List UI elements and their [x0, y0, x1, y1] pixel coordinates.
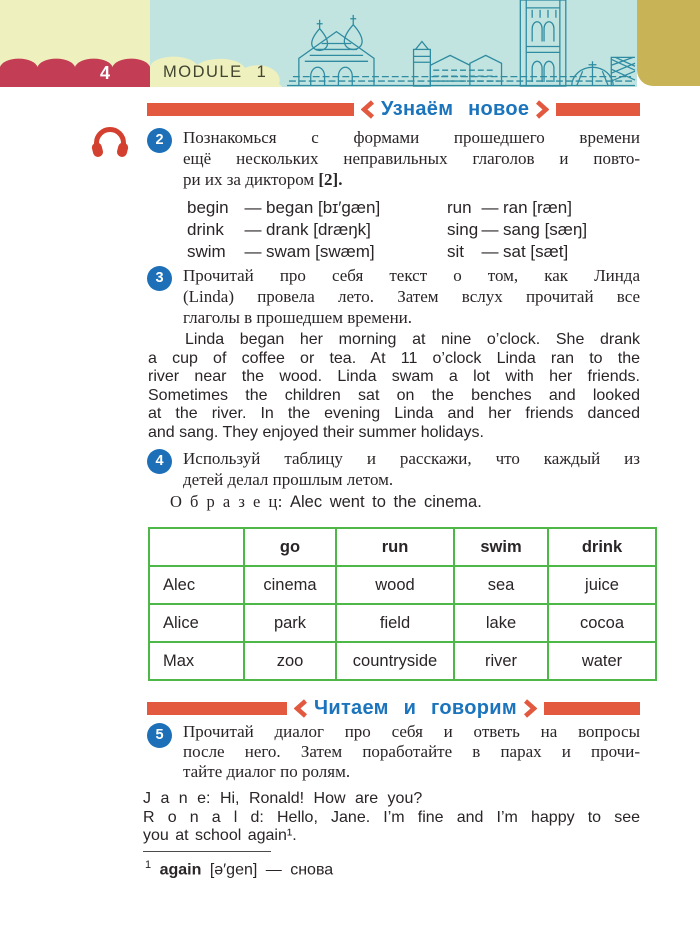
footnote-rule [143, 851, 271, 852]
text-line: a cup of coffee or tea. At 11 o’clock Linda ran to the [148, 349, 640, 367]
dialog-line-ronald [143, 809, 640, 828]
text-line: river near the wood. Linda swam a lot with her friends. [148, 368, 640, 385]
module-label: MODULE 1 [163, 63, 268, 81]
footnote-word: again [159, 861, 202, 879]
verb-past: began [bɪ′gæn] [266, 198, 381, 217]
dash: — [244, 198, 262, 217]
dialog [143, 790, 640, 846]
dialog-text: Hi, Ronald! How are you? [219, 790, 423, 807]
verb-base: run [447, 198, 472, 217]
exercise-2 [155, 127, 640, 190]
banner-bar [556, 103, 640, 116]
table-cell: water [548, 642, 656, 680]
table-cell: countryside [336, 642, 454, 680]
page-number: 4 [99, 63, 110, 83]
exercise-5-number-badge: 5 [147, 723, 172, 748]
speaker-name: R o n a l d: [143, 808, 264, 826]
table-row [149, 566, 656, 604]
exercise-2-instruction-end [183, 169, 640, 190]
exercise-3-instruction [183, 265, 640, 328]
section-title: Читаем и говорим [314, 697, 517, 719]
sample-line [170, 492, 482, 512]
right-chevron-icon [524, 699, 537, 718]
verb-past: ran [ræn] [503, 198, 572, 217]
text-line: (Linda) провела лето. Затем вслух прочитай все [183, 287, 640, 306]
banner-bar [544, 702, 640, 715]
table-cell: Max [149, 642, 244, 680]
table-cell: lake [454, 604, 548, 642]
verb-base: drink [187, 220, 224, 239]
table-cell: sea [454, 566, 548, 604]
irregular-verbs-list [187, 197, 640, 263]
section-banner-read-speak [147, 697, 640, 720]
section-banner-learn-new [147, 98, 640, 121]
sample-text: Alec went to the cinema. [290, 493, 482, 511]
banner-bar [147, 103, 354, 116]
dialog-line-jane [143, 790, 640, 809]
instruction-text: ри их за диктором [183, 170, 315, 189]
exercise-5-instruction [183, 722, 640, 782]
headphones-icon [91, 126, 129, 164]
text-line: ещё нескольких неправильных глаголов и повто- [183, 149, 640, 168]
footnote-marker: 1 [145, 859, 152, 871]
table-cell: Alec [149, 566, 244, 604]
text-line: Используй таблицу и расскажи, что каждый из [183, 449, 640, 468]
page-number-tab-shape [0, 54, 150, 87]
dash: — [481, 242, 499, 261]
table-cell: juice [548, 566, 656, 604]
text-line: глаголы в прошедшем времени. [183, 308, 413, 327]
text-line: Sometimes the children sat on the benches and looked [148, 386, 640, 404]
dash: — [244, 220, 262, 239]
table-cell: Alice [149, 604, 244, 642]
dialog-text: Hello, Jane. I’m fine and I’m happy to see [276, 808, 641, 826]
table-cell: cocoa [548, 604, 656, 642]
table-header-cell: run [336, 528, 454, 566]
text-line: после него. Затем поработайте в парах и прочи- [183, 742, 640, 761]
table-row [149, 604, 656, 642]
footnote [145, 859, 333, 879]
table-header-row [149, 528, 656, 566]
left-chevron-icon [294, 699, 307, 718]
text-line: at the river. In the evening Linda and her friends danced [148, 405, 640, 422]
table-cell: zoo [244, 642, 336, 680]
story-paragraph [148, 331, 640, 442]
table-row [149, 642, 656, 680]
table-cell: wood [336, 566, 454, 604]
footnote-translation: [ə′gen] — снова [209, 861, 334, 879]
dialog-line-ronald-cont: you at school again¹. [143, 827, 297, 844]
verb-base: sing [447, 220, 479, 239]
table-cell: cinema [244, 566, 336, 604]
text-line: Linda began her morning at nine o’clock. She drank [185, 331, 640, 348]
exercise-3-number-badge: 3 [147, 266, 172, 291]
table-cell: park [244, 604, 336, 642]
table-header-cell: go [244, 528, 336, 566]
right-chevron-icon [536, 100, 549, 119]
text-line: Прочитай диалог про себя и ответь на вопросы [183, 722, 640, 741]
verb-base: swim [187, 242, 226, 261]
verb-past: swam [swæm] [266, 242, 375, 261]
table-header-cell: drink [548, 528, 656, 566]
sample-label: О б р а з е ц: [170, 492, 283, 511]
text-line: and sang. They enjoyed their summer holidays. [148, 423, 484, 441]
verb-base: sit [447, 242, 464, 261]
text-line: детей делал прошлым летом. [183, 470, 394, 489]
activity-table [148, 527, 657, 681]
verbs-column-2 [447, 197, 587, 263]
city-skyline-art [285, 0, 637, 87]
verb-past: sang [sæŋ] [503, 220, 588, 239]
verb-base: begin [187, 198, 229, 217]
text-line: Познакомься с формами прошедшего времени [183, 128, 640, 147]
header-gold-corner [637, 0, 700, 86]
dash: — [481, 220, 499, 239]
speaker-name: J a n e: [143, 790, 211, 807]
table-cell: field [336, 604, 454, 642]
dash: — [244, 242, 262, 261]
exercise-3 [155, 265, 640, 328]
audio-track-number: [2]. [318, 170, 343, 189]
exercise-2-instruction [183, 127, 640, 169]
text-line: Прочитай про себя текст о том, как Линда [183, 266, 640, 285]
verb-past: sat [sæt] [503, 242, 569, 261]
text-line: тайте диалог по ролям. [183, 762, 351, 781]
exercise-5 [155, 722, 640, 782]
table-header-cell: swim [454, 528, 548, 566]
exercise-2-number-badge: 2 [147, 128, 172, 153]
left-chevron-icon [361, 100, 374, 119]
verb-past: drank [dræŋk] [266, 220, 371, 239]
exercise-4-instruction [183, 448, 640, 490]
section-title: Узнаём новое [381, 98, 530, 120]
verbs-column-1 [187, 197, 447, 263]
banner-bar [147, 702, 287, 715]
story-text [148, 331, 640, 442]
exercise-4 [155, 448, 640, 490]
table-header-cell [149, 528, 244, 566]
dash: — [481, 198, 499, 217]
table-cell: river [454, 642, 548, 680]
exercise-4-number-badge: 4 [147, 449, 172, 474]
